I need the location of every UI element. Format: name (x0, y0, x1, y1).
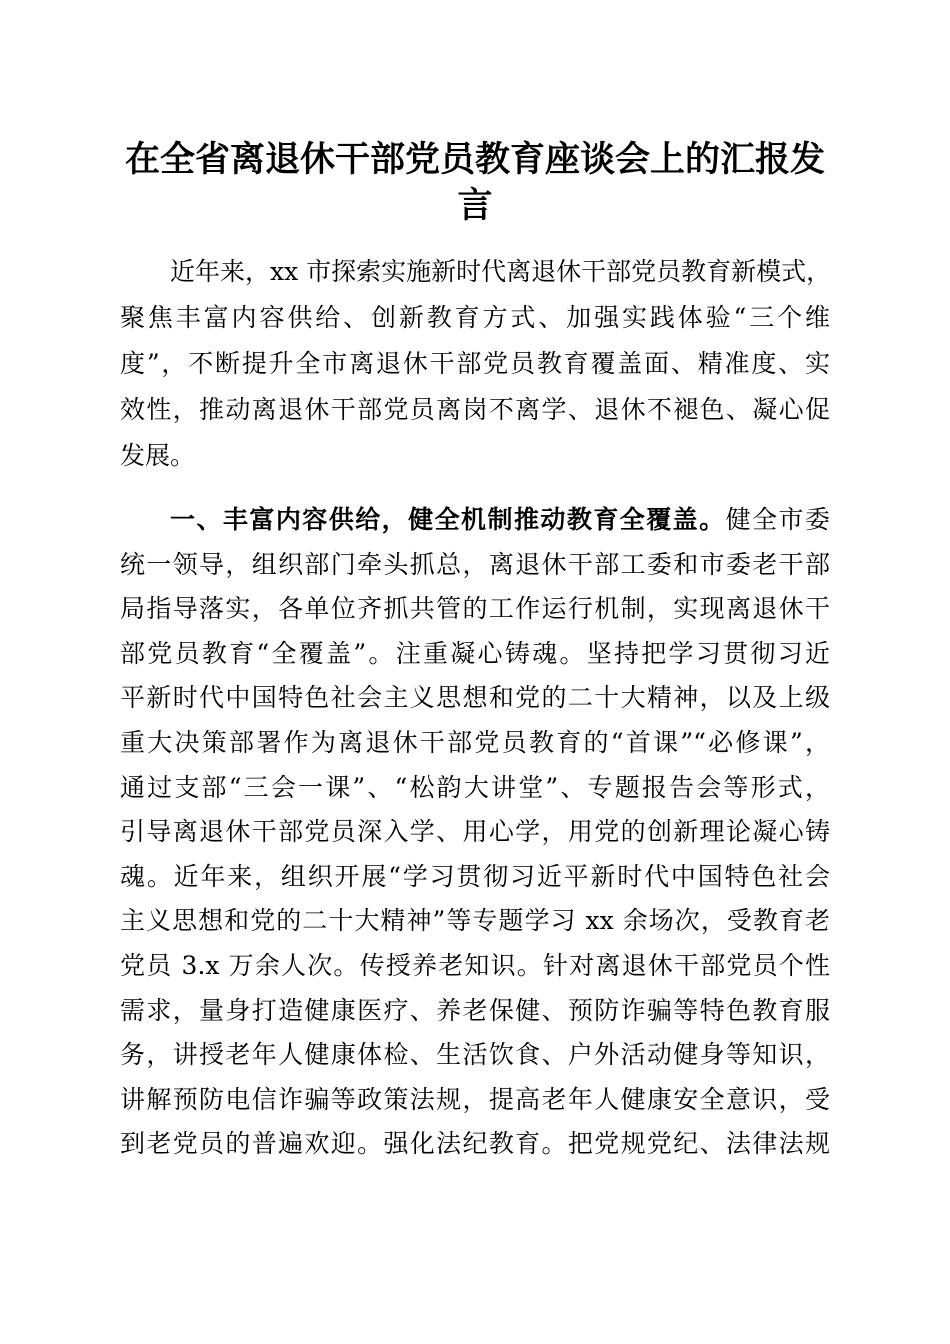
title-line: 言 (457, 185, 493, 226)
text-line: 务，讲授老年人健康体检、生活饮食、户外活动健身等知识， (120, 1040, 830, 1070)
text-line: 聚焦丰富内容供给、创新教育方式、加强实践体验“三个维 (120, 303, 830, 332)
text-line: 魂。近年来，组织开展“学习贯彻习近平新时代中国特色社会 (120, 861, 830, 891)
document-title (110, 137, 840, 229)
text-line: 度”，不断提升全市离退休干部党员教育覆盖面、精准度、实 (120, 349, 830, 378)
text-fragment: 健全市委 (725, 505, 830, 534)
text-line: 统一领导，组织部门牵头抓总，离退休干部工委和市委老干部 (120, 549, 830, 579)
text-line: 引导离退休干部党员深入学、用心学，用党的创新理论凝心铸 (120, 817, 830, 847)
text-line (120, 498, 830, 543)
text-line: 部党员教育“全覆盖”。注重凝心铸魂。坚持把学习贯彻习近 (120, 638, 830, 668)
intro-paragraph (120, 249, 830, 479)
text-line: 通过支部“三会一课”、“松韵大讲堂”、专题报告会等形式， (120, 772, 830, 802)
text-line: 平新时代中国特色社会主义思想和党的二十大精神，以及上级 (120, 683, 830, 713)
text-line: 重大决策部署作为离退休干部党员教育的“首课”“必修课”， (120, 727, 830, 757)
text-line: 党员 3.x 万余人次。传授养老知识。针对离退休干部党员个性 (120, 950, 830, 980)
text-line: 需求，量身打造健康医疗、养老保健、预防诈骗等特色教育服 (120, 995, 830, 1025)
text-line: 发展。 (120, 441, 196, 470)
section-heading: 一、丰富内容供给，健全机制推动教育全覆盖。 (170, 505, 726, 534)
section-one-paragraph (120, 498, 830, 1167)
text-line: 到老党员的普遍欢迎。强化法纪教育。把党规党纪、法律法规 (120, 1129, 830, 1159)
text-line: 局指导落实，各单位齐抓共管的工作运行机制，实现离退休干 (120, 594, 830, 624)
text-line: 主义思想和党的二十大精神”等专题学习 xx 余场次，受教育老 (120, 906, 830, 936)
title-line: 在全省离退休干部党员教育座谈会上的汇报发 (124, 139, 825, 180)
text-line: 近年来，xx 市探索实施新时代离退休干部党员教育新模式， (170, 257, 832, 286)
text-line: 讲解预防电信诈骗等政策法规，提高老年人健康安全意识，受 (120, 1084, 830, 1114)
text-line: 效性，推动离退休干部党员离岗不离学、退休不褪色、凝心促 (120, 395, 830, 424)
